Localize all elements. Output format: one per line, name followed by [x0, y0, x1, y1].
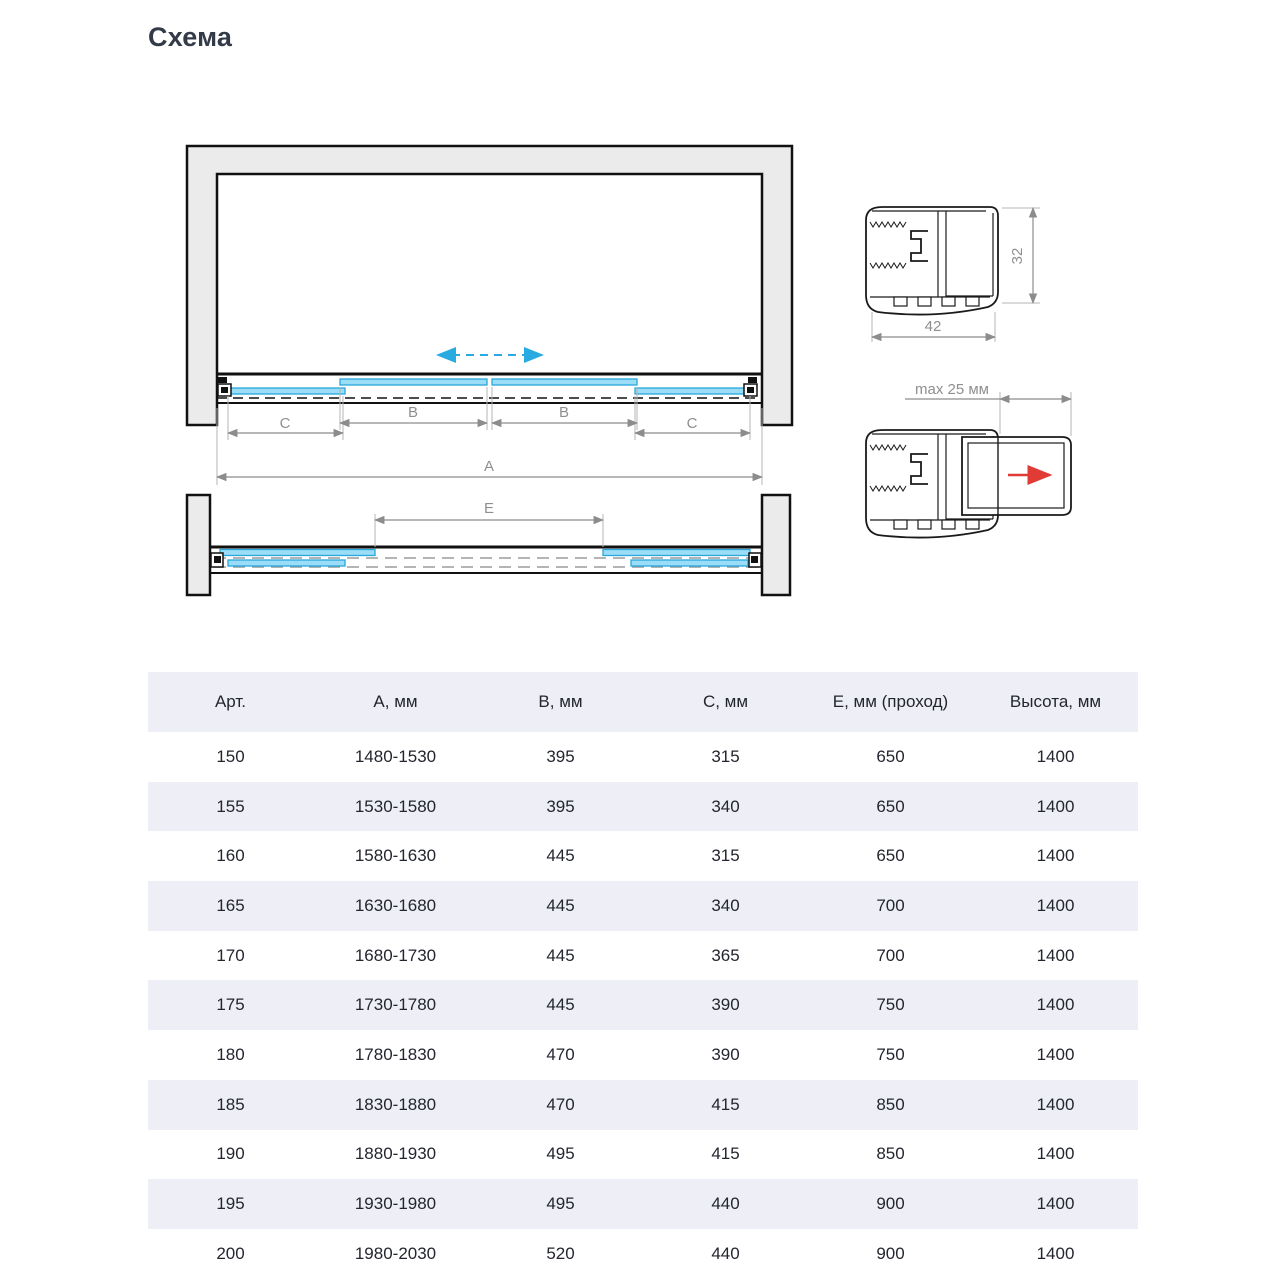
table-cell: 395 [546, 746, 575, 766]
table-cell: 340 [711, 796, 740, 816]
table-cell: 1980-2030 [354, 1243, 437, 1263]
fixed-glass-panel [631, 560, 748, 566]
column-header: А, мм [373, 692, 418, 711]
wall-bracket-right [749, 553, 761, 567]
table-cell: 445 [546, 846, 575, 866]
table-cell: 700 [876, 945, 905, 965]
table-body [148, 732, 1138, 1279]
table-cell: 195 [216, 1194, 245, 1214]
wall-right [762, 495, 790, 595]
table-cell: 1630-1680 [354, 895, 437, 915]
dim-label-42: 42 [924, 318, 942, 335]
table-cell: 165 [216, 895, 245, 915]
dim-label-a: A [483, 458, 495, 475]
table-cell: 440 [711, 1243, 740, 1263]
table-cell: 1400 [1036, 1094, 1075, 1114]
spec-table [148, 672, 1138, 1279]
table-cell: 445 [546, 945, 575, 965]
table-cell: 1780-1830 [354, 1044, 437, 1064]
wall-bracket-left [211, 553, 223, 567]
table-cell: 750 [876, 1044, 905, 1064]
profile-extrusion [866, 207, 998, 315]
table-cell: 1400 [1036, 846, 1075, 866]
table-cell: 340 [711, 895, 740, 915]
table-cell: 170 [216, 945, 245, 965]
wall-bracket-right [744, 377, 757, 396]
dim-label-32: 32 [1009, 247, 1026, 265]
table-cell: 175 [216, 995, 245, 1015]
sliding-glass-panel [603, 550, 750, 556]
table-cell: 650 [876, 846, 905, 866]
table-row [148, 931, 1138, 981]
fixed-glass-panel [228, 388, 345, 394]
table-cell: 160 [216, 846, 245, 866]
table-row [148, 1030, 1138, 1080]
spec-table-head [148, 672, 1138, 732]
table-cell: 445 [546, 995, 575, 1015]
table-row [148, 1080, 1138, 1130]
table-cell: 315 [711, 746, 740, 766]
table-cell: 850 [876, 1144, 905, 1164]
column-header: В, мм [538, 692, 583, 711]
table-cell: 180 [216, 1044, 245, 1064]
extension-lines [375, 514, 603, 547]
table-row [148, 980, 1138, 1030]
table-row [148, 831, 1138, 881]
dim-label-c: C [686, 415, 698, 432]
table-cell: 1400 [1036, 995, 1075, 1015]
table-cell: 1830-1880 [354, 1094, 437, 1114]
table-cell: 470 [546, 1044, 575, 1064]
table-cell: 1400 [1036, 1243, 1075, 1263]
table-cell: 415 [711, 1144, 740, 1164]
page-title: Схема [148, 22, 233, 52]
table-cell: 1880-1930 [354, 1144, 437, 1164]
table-cell: 495 [546, 1144, 575, 1164]
table-cell: 1400 [1036, 895, 1075, 915]
column-header: Е, мм (проход) [832, 692, 949, 711]
table-row [148, 1229, 1138, 1279]
table-cell: 1400 [1036, 746, 1075, 766]
table-cell: 750 [876, 995, 905, 1015]
fixed-glass-panel [228, 560, 345, 566]
table-row [148, 732, 1138, 782]
table-cell: 470 [546, 1094, 575, 1114]
table-cell: 365 [711, 945, 740, 965]
table-cell: 900 [876, 1194, 905, 1214]
table-cell: 650 [876, 796, 905, 816]
table-cell: 190 [216, 1144, 245, 1164]
table-row [148, 1130, 1138, 1180]
table-cell: 1680-1730 [354, 945, 437, 965]
table-row [148, 782, 1138, 832]
table-cell: 1530-1580 [354, 796, 437, 816]
fixed-glass-panel [635, 388, 748, 394]
dim-label-c: C [279, 415, 291, 432]
niche-walls [187, 146, 792, 425]
plan-view-open [180, 490, 800, 610]
table-cell: 440 [711, 1194, 740, 1214]
sliding-glass-panel [340, 379, 487, 385]
plan-view-closed [180, 140, 800, 490]
dim-label-b: B [558, 404, 570, 421]
sliding-glass-panel [492, 379, 637, 385]
table-cell: 155 [216, 796, 245, 816]
table-cell: 390 [711, 1044, 740, 1064]
table-cell: 200 [216, 1243, 245, 1263]
table-cell: 445 [546, 895, 575, 915]
table-cell: 1400 [1036, 1144, 1075, 1164]
table-cell: 520 [546, 1243, 575, 1263]
table-cell: 1400 [1036, 945, 1075, 965]
dim-label-b: B [407, 404, 419, 421]
table-cell: 395 [546, 796, 575, 816]
table-cell: 185 [216, 1094, 245, 1114]
profile-section-adjustment [850, 370, 1110, 565]
table-cell: 900 [876, 1243, 905, 1263]
wall-bracket-left [218, 377, 231, 396]
table-cell: 150 [216, 746, 245, 766]
table-row [148, 1179, 1138, 1229]
table-cell: 1400 [1036, 1194, 1075, 1214]
dim-label-max25: max 25 мм [915, 381, 989, 398]
table-cell: 1480-1530 [354, 746, 437, 766]
table-row [148, 881, 1138, 931]
table-cell: 1400 [1036, 796, 1075, 816]
table-cell: 650 [876, 746, 905, 766]
table-cell: 1930-1980 [354, 1194, 437, 1214]
table-cell: 315 [711, 846, 740, 866]
sliding-glass-panel [220, 550, 375, 556]
wall-left [187, 495, 210, 595]
table-cell: 850 [876, 1094, 905, 1114]
table-cell: 1730-1780 [354, 995, 437, 1015]
profile-section-42x32 [850, 180, 1075, 355]
header-row [148, 672, 1138, 732]
table-cell: 700 [876, 895, 905, 915]
column-header: С, мм [702, 692, 749, 711]
table-cell: 495 [546, 1194, 575, 1214]
dim-label-e: E [483, 500, 495, 517]
table-cell: 1580-1630 [354, 846, 437, 866]
column-header: Арт. [214, 692, 247, 711]
table-cell: 415 [711, 1094, 740, 1114]
column-header: Высота, мм [1009, 692, 1102, 711]
table-cell: 390 [711, 995, 740, 1015]
table-cell: 1400 [1036, 1044, 1075, 1064]
